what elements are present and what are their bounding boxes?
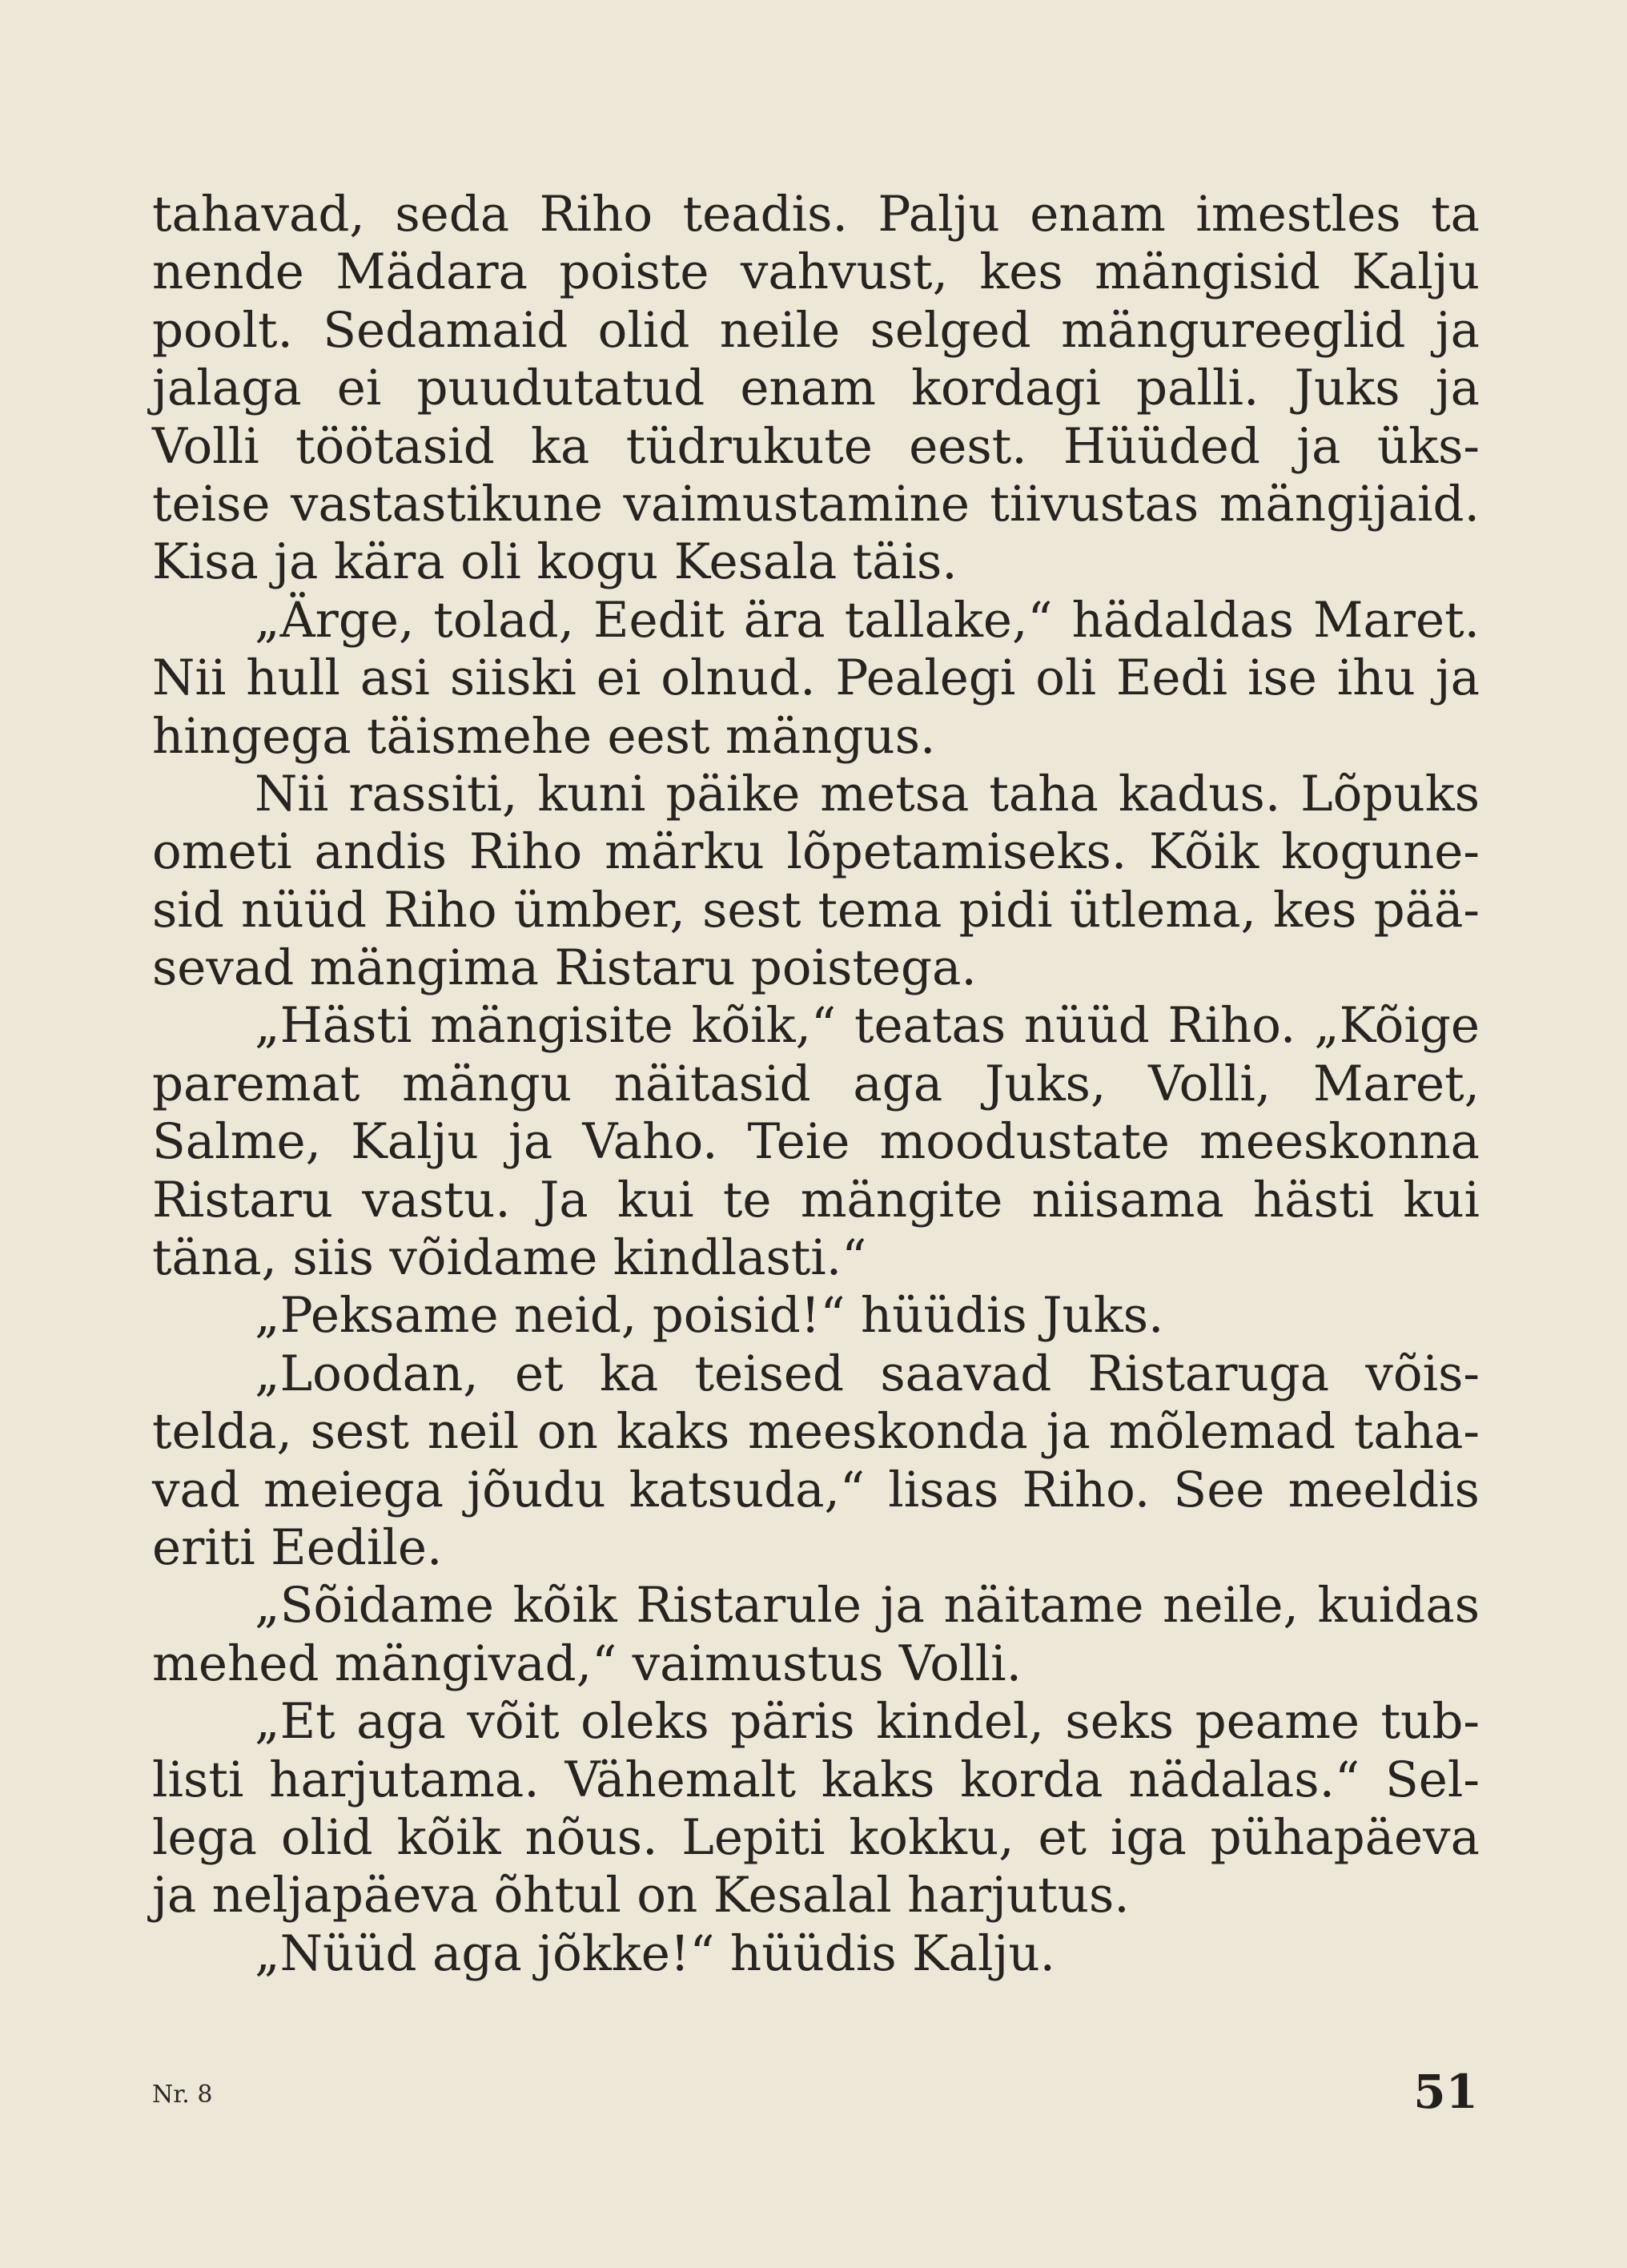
body-text <box>152 186 1480 1983</box>
text-line: tahavad, seda Riho teadis. Palju enam imestles ta <box>152 186 1480 243</box>
text-line: „Peksame neid, poisid!“ hüüdis Juks. <box>255 1287 1164 1345</box>
text-line: eriti Eedile. <box>152 1518 443 1576</box>
text-line: poolt. Sedamaid olid neile selged mängureeglid ja <box>152 301 1480 359</box>
text-line: sid nüüd Riho ümber, sest tema pidi ütlema, kes pää- <box>152 881 1480 939</box>
text-line: Kisa ja kära oli kogu Kesala täis. <box>152 533 958 591</box>
text-line: „Sõidame kõik Ristarule ja näitame neile, kuidas <box>255 1577 1480 1635</box>
text-line: nende Mädara poiste vahvust, kes mängisid Kalju <box>152 243 1480 301</box>
text-line: listi harjutama. Vähemalt kaks korda nädalas.“ Sel- <box>152 1751 1480 1808</box>
text-line: „Loodan, et ka teised saavad Ristaruga võis- <box>255 1345 1480 1402</box>
text-line: lega olid kõik nõus. Lepiti kokku, et iga pühapäeva <box>152 1808 1480 1866</box>
text-line: paremat mängu näitasid aga Juks, Volli, Maret, <box>152 1055 1480 1112</box>
text-line: „Ärge, tolad, Eedit ära tallake,“ hädaldas Maret. <box>255 591 1480 649</box>
text-line: ometi andis Riho märku lõpetamiseks. Kõik kogune- <box>152 823 1480 881</box>
text-line: teise vastastikune vaimustamine tiivustas mängijaid. <box>152 475 1480 533</box>
text-line: Nii hull asi siiski ei olnud. Pealegi oli Eedi ise ihu ja <box>152 649 1480 707</box>
text-line: Volli töötasid ka tüdrukute eest. Hüüded ja üks- <box>152 417 1480 475</box>
text-line: ja neljapäeva õhtul on Kesalal harjutus. <box>152 1867 1130 1924</box>
text-line: Ristaru vastu. Ja kui te mängite niisama hästi kui <box>152 1171 1480 1228</box>
text-line: „Nüüd aga jõkke!“ hüüdis Kalju. <box>255 1924 1056 1982</box>
text-line: Nii rassiti, kuni päike metsa taha kadus. Lõpuks <box>255 765 1480 822</box>
text-line: telda, sest neil on kaks meeskonda ja mõlemad taha- <box>152 1403 1480 1461</box>
text-line: „Et aga võit oleks päris kindel, seks peame tub- <box>255 1693 1480 1751</box>
text-line: vad meiega jõudu katsuda,“ lisas Riho. See meeldis <box>152 1461 1480 1518</box>
text-line: sevad mängima Ristaru poistega. <box>152 939 977 997</box>
text-line: jalaga ei puudutatud enam kordagi palli. Juks ja <box>152 360 1480 417</box>
page-number: 51 <box>1413 2065 1478 2119</box>
text-line: hingega täismehe eest mängus. <box>152 707 936 765</box>
printer-signature: Nr. 8 <box>152 2081 213 2109</box>
text-line: täna, siis võidame kindlasti.“ <box>152 1229 867 1287</box>
text-line: mehed mängivad,“ vaimustus Volli. <box>152 1635 1022 1692</box>
text-line: „Hästi mängisite kõik,“ teatas nüüd Riho. „Kõige <box>255 997 1480 1055</box>
text-line: Salme, Kalju ja Vaho. Teie moodustate meeskonna <box>152 1113 1480 1171</box>
